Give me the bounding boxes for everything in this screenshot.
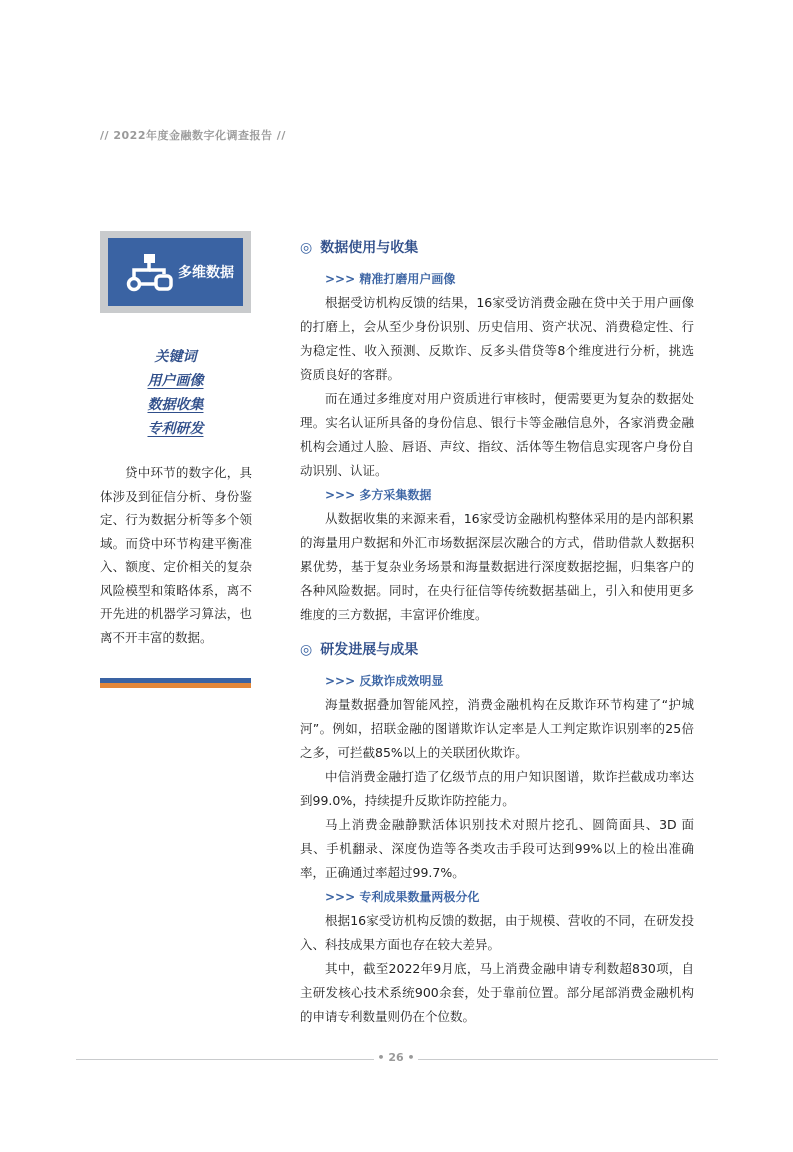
section-title — [300, 235, 694, 261]
keywords-title: 关键词 — [154, 349, 197, 365]
keyword-item: 专利研发 — [147, 421, 204, 437]
section-title-text: 研发进展与成果 — [320, 642, 419, 658]
paragraph: 中信消费金融打造了亿级节点的用户知识图谱，欺诈拦截成功率达到99.0%，持续提升反欺诈防控能力。 — [300, 769, 694, 808]
paragraph: 马上消费金融静默活体识别技术对照片挖孔、圆筒面具、3D 面具、手机翻录、深度伪造等各类攻击手段可达到99%以上的检出准确率，正确通过率超过99.7%。 — [300, 817, 694, 880]
subsection-title: >>> 多方采集数据 — [325, 488, 432, 502]
footer-rule-right — [418, 1059, 718, 1060]
section-marker-icon: ◎ — [300, 642, 313, 658]
subsection-title: >>> 专利成果数量两极分化 — [325, 890, 480, 904]
subsection-title: >>> 精准打磨用户画像 — [325, 272, 456, 286]
divider-orange — [100, 683, 251, 688]
report-header: // 2022年度金融数字化调查报告 // — [100, 129, 286, 142]
section-title-text: 数据使用与收集 — [320, 240, 419, 256]
paragraph: 根据受访机构反馈的结果，16家受访消费金融在贷中关于用户画像的打磨上，会从至少身份识别、历史信用、资产状况、消费稳定性、行为稳定性、收入预测、反欺诈、反多头借贷等8个维度进行分析，挑选资质良好的客群。 — [300, 295, 694, 382]
sidebar-summary — [100, 461, 252, 649]
subsection-title: >>> 反欺诈成效明显 — [325, 674, 444, 688]
footer-rule-left — [76, 1059, 374, 1060]
keyword-item: 用户画像 — [147, 373, 204, 389]
page-number: • 26 • — [377, 1051, 415, 1064]
paragraph: 海量数据叠加智能风控，消费金融机构在反欺诈环节构建了“护城河”。例如，招联金融的图谱欺诈认定率是人工判定欺诈识别率的25倍之多，可拦截85%以上的关联团伙欺诈。 — [300, 697, 694, 760]
tag-box — [100, 231, 251, 313]
paragraph: 其中，截至2022年9月底，马上消费金融申请专利数超830项，自主研发核心技术系统900余套，处于靠前位置。部分尾部消费金融机构的申请专利数量则仍在个位数。 — [300, 961, 694, 1024]
flowchart-icon — [118, 248, 174, 296]
paragraph: 而在通过多维度对用户资质进行审核时，便需要更为复杂的数据处理。实名认证所具备的身份信息、银行卡等金融信息外，各家消费金融机构会通过人脸、唇语、声纹、指纹、活体等生物信息实现客户身份自动识别、认证。 — [300, 391, 694, 478]
keywords-block — [100, 345, 251, 441]
section-marker-icon: ◎ — [300, 240, 313, 256]
tag-label: 多维数据 — [178, 265, 234, 281]
paragraph: 从数据收集的来源来看，16家受访金融机构整体采用的是内部积累的海量用户数据和外汇市场数据深层次融合的方式，借助借款人数据积累优势，基于复杂业务场景和海量数据进行深度数据挖掘，归集客户的各种风险数据。同时，在央行征信等传统数据基础上，引入和使用更多维度的三方数据，丰富评价维度。 — [300, 511, 694, 622]
summary-text: 贷中环节的数字化，具体涉及到征信分析、身份鉴定、行为数据分析等多个领域。而贷中环节构建平衡准入、额度、定价相关的复杂风险模型和策略体系，离不开先进的机器学习算法，也离不开丰富的数据。 — [100, 465, 252, 645]
section-title — [300, 637, 694, 663]
tag-banner — [108, 238, 243, 306]
keyword-item: 数据收集 — [147, 397, 204, 413]
main-content — [300, 235, 694, 1029]
paragraph: 根据16家受访机构反馈的数据，由于规模、营收的不同，在研发投入、科技成果方面也存在较大差异。 — [300, 913, 694, 952]
